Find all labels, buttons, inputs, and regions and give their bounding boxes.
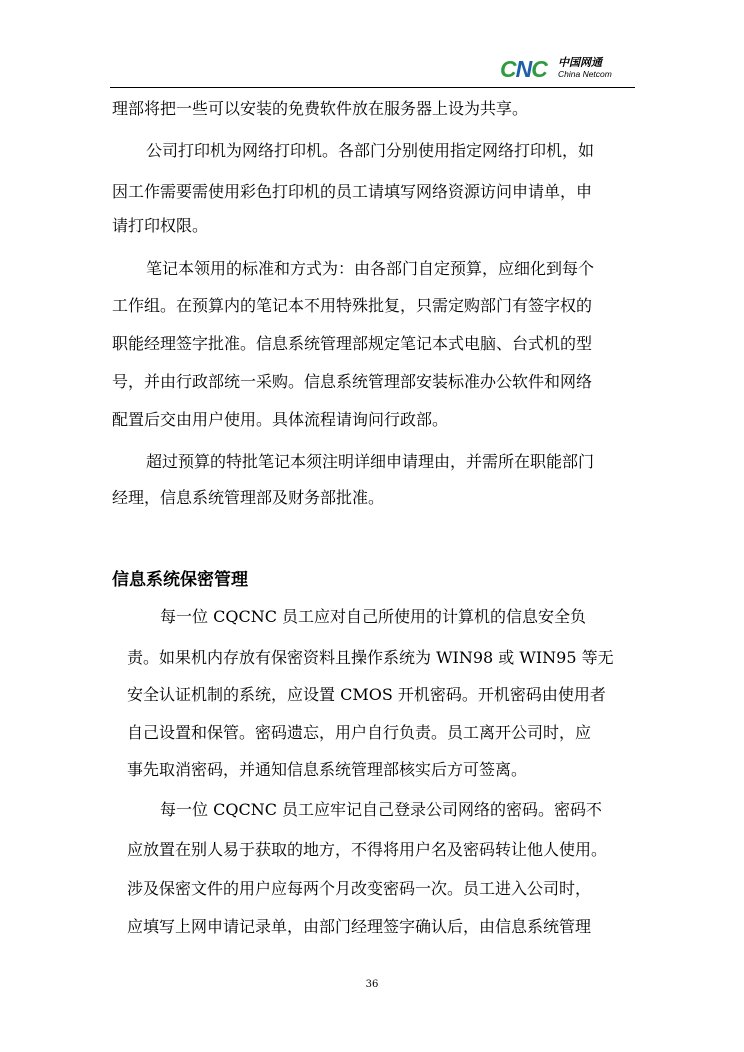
paragraph-line: 请打印权限。 [112, 216, 209, 235]
paragraph-line: 责。如果机内存放有保密资料且操作系统为 WIN98 或 WIN95 等无 [127, 648, 614, 667]
paragraph-line: 因工作需要需使用彩色打印机的员工请填写网络资源访问申请单，申 [112, 182, 593, 201]
paragraph-line: 公司打印机为网络打印机。各部门分别使用指定网络打印机，如 [146, 141, 595, 160]
paragraph-line: 自己设置和保管。密码遗忘，用户自行负责。员工离开公司时，应 [127, 723, 592, 742]
paragraph-line: 应放置在别人易于获取的地方，不得将用户名及密码转让他人使用。 [127, 840, 608, 859]
logo-english-text: China Netcom [558, 69, 612, 79]
paragraph-line: 号，并由行政部统一采购。信息系统管理部安装标准办公软件和网络 [112, 372, 593, 391]
company-logo [500, 56, 640, 82]
paragraph-line: 理部将把一些可以安装的免费软件放在服务器上设为共享。 [112, 99, 529, 118]
paragraph-line: 经理，信息系统管理部及财务部批准。 [112, 488, 385, 507]
logo-chinese-text: 中国网通 [558, 56, 602, 69]
paragraph-line: 每一位 CQCNC 员工应牢记自己登录公司网络的密码。密码不 [160, 800, 603, 819]
paragraph-line: 工作组。在预算内的笔记本不用特殊批复，只需定购部门有签字权的 [112, 296, 593, 315]
paragraph-line: 安全认证机制的系统，应设置 CMOS 开机密码。开机密码由使用者 [127, 685, 606, 704]
paragraph-line: 应填写上网申请记录单，由部门经理签字确认后，由信息系统管理 [127, 917, 592, 936]
paragraph-line: 超过预算的特批笔记本须注明详细申请理由，并需所在职能部门 [146, 452, 595, 471]
page-number: 36 [365, 979, 379, 990]
paragraph-line: 职能经理签字批准。信息系统管理部规定笔记本式电脑、台式机的型 [112, 334, 593, 353]
paragraph-line: 每一位 CQCNC 员工应对自己所使用的计算机的信息安全负 [160, 607, 587, 626]
header-divider [110, 87, 635, 88]
paragraph-line: 事先取消密码，并通知信息系统管理部核实后方可签离。 [127, 760, 528, 779]
logo-mark: CNC [500, 56, 547, 82]
paragraph-line: 配置后交由用户使用。具体流程请询问行政部。 [112, 410, 449, 429]
paragraph-line: 涉及保密文件的用户应每两个月改变密码一次。员工进入公司时， [127, 879, 592, 898]
paragraph-line: 笔记本领用的标准和方式为：由各部门自定预算，应细化到每个 [146, 259, 595, 278]
section-heading: 信息系统保密管理 [112, 570, 248, 590]
